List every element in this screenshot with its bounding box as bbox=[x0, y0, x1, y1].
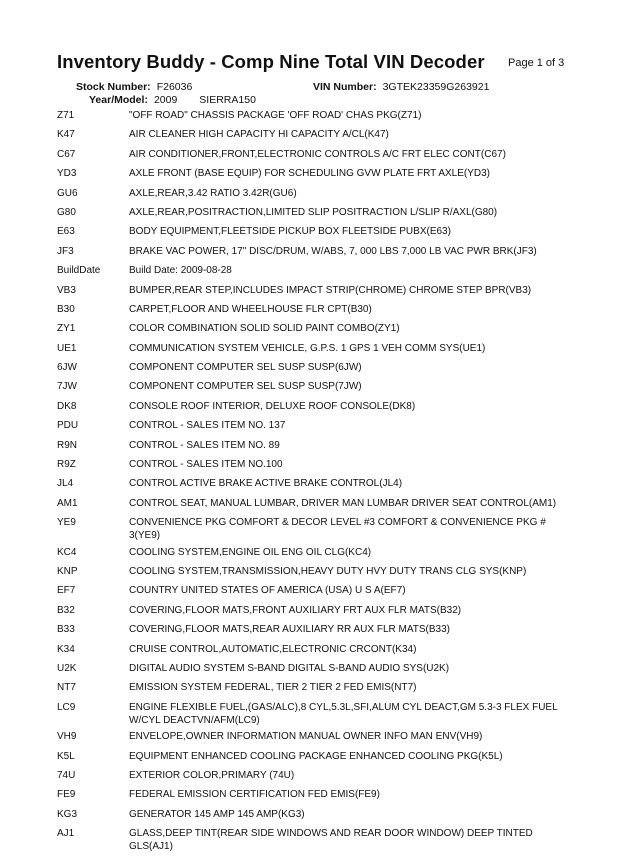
year-value: 2009 bbox=[153, 94, 178, 106]
option-description: ENVELOPE,OWNER INFORMATION MANUAL OWNER INFO MAN ENV(VH9) bbox=[129, 731, 483, 743]
option-code-list bbox=[57, 109, 567, 856]
option-description: CRUISE CONTROL,AUTOMATIC,ELECTRONIC CRCONT(K34) bbox=[129, 643, 417, 655]
option-row bbox=[57, 681, 567, 697]
option-code: C67 bbox=[57, 148, 76, 160]
option-row bbox=[57, 808, 567, 824]
option-description: AIR CLEANER HIGH CAPACITY HI CAPACITY A/CL(K47) bbox=[129, 129, 389, 141]
option-description: BUMPER,REAR STEP,INCLUDES IMPACT STRIP(CHROME) CHROME STEP BPR(VB3) bbox=[129, 284, 532, 296]
option-description: CONTROL SEAT, MANUAL LUMBAR, DRIVER MAN LUMBAR DRIVER SEAT CONTROL(AM1) bbox=[129, 497, 557, 509]
option-description: CONTROL - SALES ITEM NO.100 bbox=[129, 459, 283, 471]
option-description: GLASS,DEEP TINT(REAR SIDE WINDOWS AND REAR DOOR WINDOW) DEEP TINTED GLS(AJ1) bbox=[129, 828, 533, 853]
option-description: CONTROL ACTIVE BRAKE ACTIVE BRAKE CONTROL(JL4) bbox=[129, 478, 403, 490]
option-code: K47 bbox=[57, 129, 75, 141]
option-code: G80 bbox=[57, 206, 76, 218]
option-row bbox=[57, 303, 567, 319]
option-code: B30 bbox=[57, 303, 75, 315]
option-row bbox=[57, 245, 567, 261]
year-model-line bbox=[89, 94, 256, 106]
option-code: LC9 bbox=[57, 701, 76, 713]
option-row bbox=[57, 458, 567, 474]
page-title: Inventory Buddy - Comp Nine Total VIN Decoder bbox=[57, 51, 485, 72]
option-code: K34 bbox=[57, 643, 75, 655]
option-description: ENGINE FLEXIBLE FUEL,(GAS/ALC),8 CYL,5.3L,SFI,ALUM CYL DEACT,GM 5.3-3 FLEX FUEL W/CYL DEACTVN/AFM(LC9) bbox=[129, 701, 558, 726]
option-description: DIGITAL AUDIO SYSTEM S-BAND DIGITAL S-BAND AUDIO SYS(U2K) bbox=[129, 662, 450, 674]
option-row bbox=[57, 497, 567, 513]
option-description: EMISSION SYSTEM FEDERAL, TIER 2 TIER 2 FED EMIS(NT7) bbox=[129, 682, 417, 694]
option-code: Z71 bbox=[57, 110, 75, 121]
option-row bbox=[57, 439, 567, 455]
option-description: CONSOLE ROOF INTERIOR, DELUXE ROOF CONSOLE(DK8) bbox=[129, 400, 416, 412]
option-row bbox=[57, 400, 567, 416]
option-code: FE9 bbox=[57, 789, 76, 801]
option-row bbox=[57, 477, 567, 493]
option-row bbox=[57, 604, 567, 620]
option-description: COMPONENT COMPUTER SEL SUSP SUSP(7JW) bbox=[129, 381, 362, 393]
option-code: K5L bbox=[57, 750, 75, 762]
option-code: NT7 bbox=[57, 682, 76, 694]
option-code: R9Z bbox=[57, 459, 76, 471]
option-code: R9N bbox=[57, 439, 78, 451]
option-code: EF7 bbox=[57, 585, 76, 597]
vin-number-value: 3GTEK23359G263921 bbox=[382, 81, 490, 93]
option-code: U2K bbox=[57, 662, 77, 674]
option-code: YD3 bbox=[57, 168, 77, 180]
stock-number-label: Stock Number: bbox=[76, 81, 151, 93]
option-row bbox=[57, 769, 567, 785]
option-description: "OFF ROAD" CHASSIS PACKAGE 'OFF ROAD' CHAS PKG(Z71) bbox=[129, 110, 422, 121]
option-description: COUNTRY UNITED STATES OF AMERICA (USA) U S A(EF7) bbox=[129, 585, 406, 597]
option-row bbox=[57, 225, 567, 241]
option-row bbox=[57, 361, 567, 377]
option-row bbox=[57, 322, 567, 338]
option-code: JL4 bbox=[57, 478, 74, 490]
option-row bbox=[57, 206, 567, 222]
option-code: GU6 bbox=[57, 187, 78, 199]
option-code: ZY1 bbox=[57, 323, 76, 335]
option-row bbox=[57, 128, 567, 144]
option-row bbox=[57, 148, 567, 164]
option-description: Build Date: 2009-08-28 bbox=[129, 265, 232, 277]
stock-number-line bbox=[76, 81, 192, 93]
option-code: KNP bbox=[57, 565, 78, 577]
option-code: B33 bbox=[57, 624, 75, 636]
option-code: AM1 bbox=[57, 497, 78, 509]
option-row bbox=[57, 516, 567, 542]
option-description: AXLE,REAR,POSITRACTION,LIMITED SLIP POSITRACTION L/SLIP R/AXL(G80) bbox=[129, 206, 498, 218]
option-code: JF3 bbox=[57, 245, 74, 257]
option-description: CONTROL - SALES ITEM NO. 89 bbox=[129, 439, 280, 451]
option-description: EXTERIOR COLOR,PRIMARY (74U) bbox=[129, 769, 295, 781]
option-row bbox=[57, 662, 567, 678]
option-row bbox=[57, 546, 567, 562]
option-description: CONTROL - SALES ITEM NO. 137 bbox=[129, 420, 286, 432]
vin-number-line bbox=[313, 81, 489, 93]
option-description: COVERING,FLOOR MATS,FRONT AUXILIARY FRT AUX FLR MATS(B32) bbox=[129, 604, 462, 616]
option-row bbox=[57, 419, 567, 435]
option-row bbox=[57, 750, 567, 766]
option-code: 74U bbox=[57, 769, 76, 781]
option-description: AXLE FRONT (BASE EQUIP) FOR SCHEDULING GVW PLATE FRT AXLE(YD3) bbox=[129, 168, 491, 180]
option-row bbox=[57, 788, 567, 804]
option-description: BRAKE VAC POWER, 17" DISC/DRUM, W/ABS, 7, 000 LBS 7,000 LB VAC PWR BRK(JF3) bbox=[129, 245, 537, 257]
option-row bbox=[57, 565, 567, 581]
option-description: AIR CONDITIONER,FRONT,ELECTRONIC CONTROLS A/C FRT ELEC CONT(C67) bbox=[129, 148, 506, 160]
option-description: COOLING SYSTEM,TRANSMISSION,HEAVY DUTY HVY DUTY TRANS CLG SYS(KNP) bbox=[129, 565, 527, 577]
option-description: COMPONENT COMPUTER SEL SUSP SUSP(6JW) bbox=[129, 362, 362, 374]
option-description: CARPET,FLOOR AND WHEELHOUSE FLR CPT(B30) bbox=[129, 303, 372, 315]
option-description: CONVENIENCE PKG COMFORT & DECOR LEVEL #3 COMFORT & CONVENIENCE PKG # 3(YE9) bbox=[129, 517, 546, 542]
model-value: SIERRA150 bbox=[199, 94, 256, 106]
option-code: VB3 bbox=[57, 284, 76, 296]
option-code: B32 bbox=[57, 604, 75, 616]
option-row bbox=[57, 284, 567, 300]
option-row bbox=[57, 109, 567, 125]
option-description: COMMUNICATION SYSTEM VEHICLE, G.P.S. 1 GPS 1 VEH COMM SYS(UE1) bbox=[129, 342, 486, 354]
option-row bbox=[57, 730, 567, 746]
option-code: KC4 bbox=[57, 546, 77, 558]
option-description: FEDERAL EMISSION CERTIFICATION FED EMIS(FE9) bbox=[129, 789, 380, 801]
vin-number-label: VIN Number: bbox=[313, 81, 377, 93]
option-row bbox=[57, 701, 567, 727]
option-row bbox=[57, 380, 567, 396]
option-description: COLOR COMBINATION SOLID SOLID PAINT COMBO(ZY1) bbox=[129, 323, 400, 335]
option-code: PDU bbox=[57, 420, 79, 432]
option-code: UE1 bbox=[57, 342, 77, 354]
year-model-label: Year/Model: bbox=[89, 94, 148, 106]
option-code: AJ1 bbox=[57, 828, 75, 840]
option-row bbox=[57, 643, 567, 659]
option-row bbox=[57, 167, 567, 183]
option-row bbox=[57, 264, 567, 280]
option-row bbox=[57, 827, 567, 853]
option-row bbox=[57, 623, 567, 639]
option-description: AXLE,REAR,3.42 RATIO 3.42R(GU6) bbox=[129, 187, 297, 199]
option-code: KG3 bbox=[57, 808, 78, 820]
option-code: 6JW bbox=[57, 362, 77, 374]
stock-number-value: F26036 bbox=[156, 81, 193, 93]
option-code: VH9 bbox=[57, 731, 77, 743]
option-description: EQUIPMENT ENHANCED COOLING PACKAGE ENHANCED COOLING PKG(K5L) bbox=[129, 750, 503, 762]
option-code: 7JW bbox=[57, 381, 77, 393]
option-code: E63 bbox=[57, 226, 75, 238]
option-description: GENERATOR 145 AMP 145 AMP(KG3) bbox=[129, 808, 305, 820]
option-row bbox=[57, 187, 567, 203]
option-code: BuildDate bbox=[57, 265, 101, 277]
option-description: COVERING,FLOOR MATS,REAR AUXILIARY RR AUX FLR MATS(B33) bbox=[129, 624, 450, 636]
option-description: COOLING SYSTEM,ENGINE OIL ENG OIL CLG(KC4) bbox=[129, 546, 372, 558]
option-code: DK8 bbox=[57, 400, 77, 412]
option-description: BODY EQUIPMENT,FLEETSIDE PICKUP BOX FLEETSIDE PUBX(E63) bbox=[129, 226, 451, 238]
page-number: Page 1 of 3 bbox=[508, 57, 565, 69]
option-row bbox=[57, 584, 567, 600]
option-code: YE9 bbox=[57, 517, 76, 529]
option-row bbox=[57, 342, 567, 358]
